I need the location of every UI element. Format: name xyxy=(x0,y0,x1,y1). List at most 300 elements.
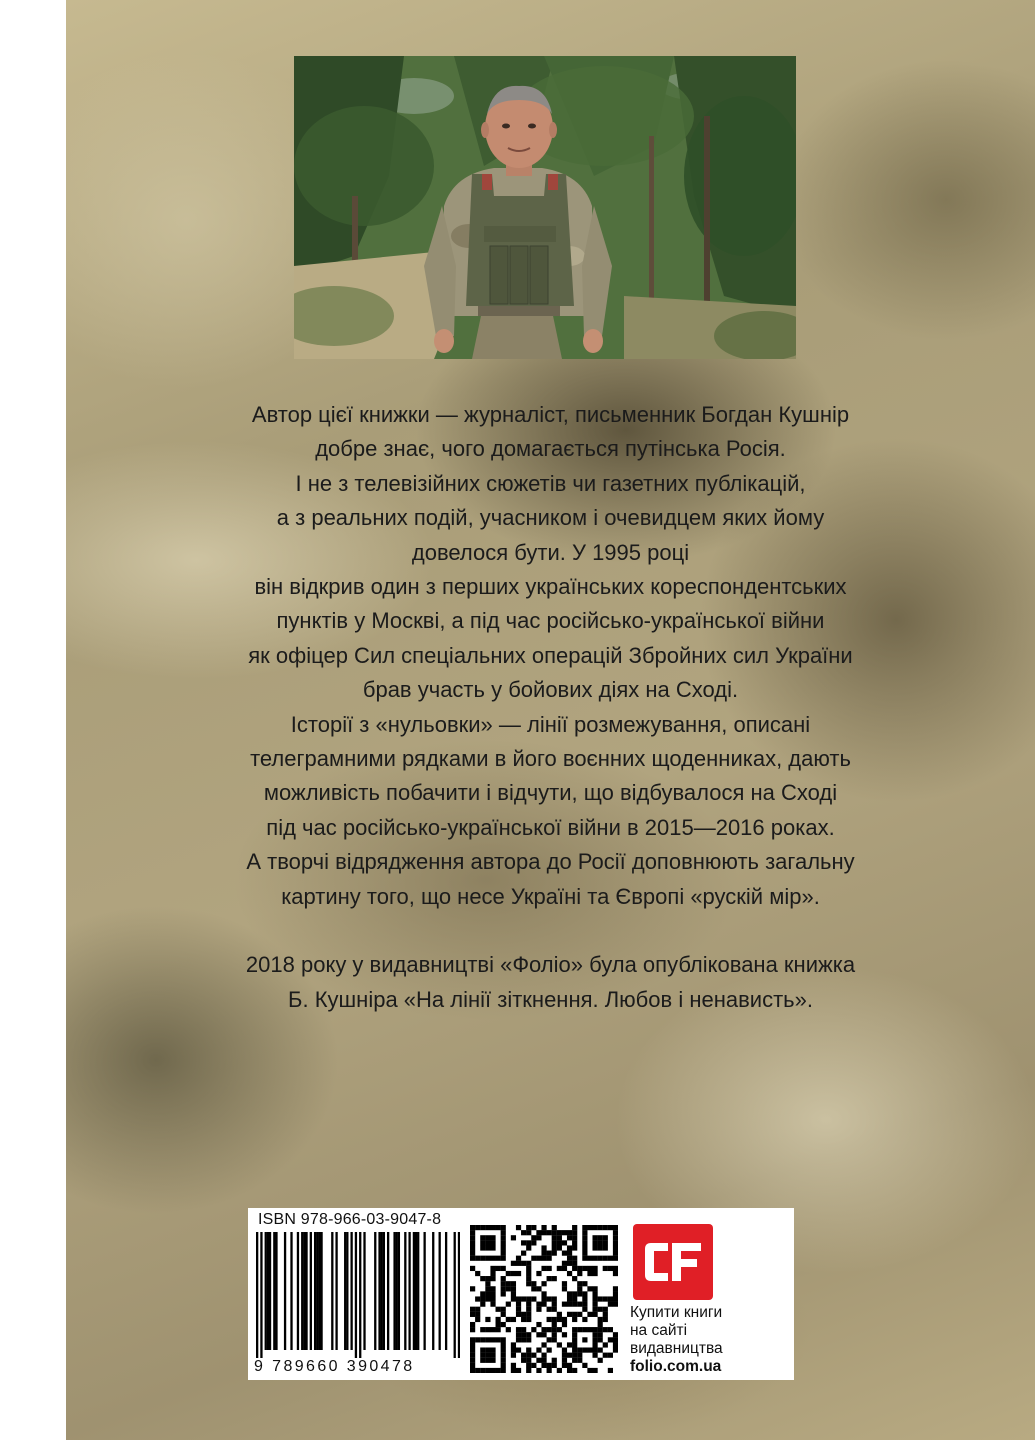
qr-module xyxy=(582,1251,587,1256)
qr-module xyxy=(613,1225,618,1230)
qr-module xyxy=(470,1251,475,1256)
qr-module xyxy=(485,1358,490,1363)
author-photo-image xyxy=(294,56,796,359)
barcode-bar xyxy=(267,1232,269,1350)
qr-module xyxy=(511,1281,516,1286)
qr-module xyxy=(511,1296,516,1301)
qr-module xyxy=(475,1296,480,1301)
qr-module xyxy=(501,1230,506,1235)
qr-module xyxy=(572,1235,577,1240)
isbn-label: ISBN 978-966-03-9047-8 xyxy=(258,1211,442,1228)
qr-module xyxy=(557,1266,562,1271)
barcode-bar xyxy=(387,1232,389,1350)
qr-module xyxy=(490,1256,495,1261)
qr-module xyxy=(490,1225,495,1230)
qr-module xyxy=(526,1225,531,1230)
qr-module xyxy=(613,1230,618,1235)
qr-module xyxy=(567,1368,572,1373)
barcode-bar xyxy=(290,1232,292,1350)
qr-module xyxy=(480,1337,485,1342)
publisher-shop-text xyxy=(630,1304,790,1376)
qr-module xyxy=(592,1235,597,1240)
qr-module xyxy=(521,1312,526,1317)
qr-module xyxy=(608,1296,613,1301)
qr-module xyxy=(526,1363,531,1368)
blurb-line: Автор цієї книжки — журналіст, письменник Богдан Кушнір xyxy=(251,402,850,427)
barcode-bar xyxy=(439,1232,441,1350)
qr-module xyxy=(603,1342,608,1347)
barcode-bar xyxy=(305,1232,307,1350)
qr-module xyxy=(567,1271,572,1276)
qr-module xyxy=(490,1296,495,1301)
qr-module xyxy=(577,1266,582,1271)
blurb-line: він відкрив один з перших українських кореспондентських xyxy=(254,574,847,600)
qr-module xyxy=(603,1240,608,1245)
barcode-bar xyxy=(350,1232,352,1350)
qr-module xyxy=(608,1337,613,1342)
qr-module xyxy=(506,1271,511,1276)
qr-module xyxy=(587,1347,592,1352)
qr-module xyxy=(557,1240,562,1245)
qr-module xyxy=(547,1266,552,1271)
qr-module xyxy=(511,1347,516,1352)
qr-module xyxy=(501,1353,506,1358)
qr-module xyxy=(613,1342,618,1347)
qr-module xyxy=(608,1225,613,1230)
shop-line: Купити книги xyxy=(630,1304,723,1321)
qr-module xyxy=(521,1327,526,1332)
qr-module xyxy=(547,1230,552,1235)
qr-module xyxy=(531,1225,536,1230)
qr-module xyxy=(480,1368,485,1373)
qr-module xyxy=(506,1317,511,1322)
barcode-bar xyxy=(363,1232,365,1350)
qr-module xyxy=(613,1245,618,1250)
qr-module xyxy=(562,1251,567,1256)
publisher-logo xyxy=(633,1224,713,1300)
qr-module xyxy=(577,1347,582,1352)
qr-module xyxy=(552,1358,557,1363)
qr-module xyxy=(501,1307,506,1312)
qr-module xyxy=(592,1302,597,1307)
qr-module xyxy=(557,1327,562,1332)
blurb-line: І не з телевізійних сюжетів чи газетних публікацій, xyxy=(295,470,806,496)
qr-module xyxy=(547,1307,552,1312)
qr-module xyxy=(598,1256,603,1261)
qr-module xyxy=(526,1296,531,1301)
qr-module xyxy=(552,1230,557,1235)
qr-module xyxy=(582,1266,587,1271)
qr-module xyxy=(501,1312,506,1317)
qr-module xyxy=(582,1337,587,1342)
blurb-line: 2018 року у видавництві «Фоліо» була опублікована книжка xyxy=(245,952,856,978)
qr-module xyxy=(501,1291,506,1296)
barcode-bar xyxy=(303,1232,305,1350)
qr-module xyxy=(541,1332,546,1337)
qr-module xyxy=(480,1302,485,1307)
qr-module xyxy=(587,1327,592,1332)
qr-module xyxy=(598,1327,603,1332)
qr-module xyxy=(592,1291,597,1296)
qr-module xyxy=(582,1327,587,1332)
qr-module xyxy=(521,1261,526,1266)
barcode-bar xyxy=(273,1232,275,1350)
qr-module xyxy=(552,1337,557,1342)
qr-module xyxy=(470,1327,475,1332)
qr-module xyxy=(521,1353,526,1358)
qr-module xyxy=(526,1230,531,1235)
qr-module xyxy=(572,1347,577,1352)
qr-module xyxy=(567,1353,572,1358)
qr-module xyxy=(470,1368,475,1373)
qr-module xyxy=(547,1251,552,1256)
qr-module xyxy=(475,1317,480,1322)
qr-module xyxy=(485,1245,490,1250)
qr-module xyxy=(592,1342,597,1347)
qr-module xyxy=(598,1332,603,1337)
ean-barcode xyxy=(256,1232,460,1358)
qr-module xyxy=(536,1307,541,1312)
qr-module xyxy=(582,1225,587,1230)
qr-module xyxy=(567,1256,572,1261)
qr-module xyxy=(516,1368,521,1373)
qr-module xyxy=(582,1240,587,1245)
qr-module xyxy=(552,1240,557,1245)
qr-module xyxy=(470,1266,475,1271)
qr-module xyxy=(577,1327,582,1332)
qr-module xyxy=(501,1342,506,1347)
qr-module xyxy=(598,1317,603,1322)
qr-module xyxy=(582,1291,587,1296)
blurb-line: брав участь у бойових діях на Сході. xyxy=(362,677,739,703)
qr-module xyxy=(501,1240,506,1245)
barcode-bar xyxy=(415,1232,417,1350)
qr-module xyxy=(526,1307,531,1312)
qr-module xyxy=(536,1256,541,1261)
qr-module xyxy=(582,1235,587,1240)
qr-module xyxy=(587,1368,592,1373)
qr-module xyxy=(577,1358,582,1363)
barcode-bar xyxy=(404,1232,406,1350)
qr-module xyxy=(572,1261,577,1266)
barcode-bar xyxy=(275,1232,277,1350)
qr-module xyxy=(603,1245,608,1250)
qr-module xyxy=(552,1327,557,1332)
qr-module xyxy=(567,1261,572,1266)
qr-module xyxy=(501,1251,506,1256)
qr-module xyxy=(501,1322,506,1327)
qr-module xyxy=(603,1296,608,1301)
qr-module xyxy=(567,1296,572,1301)
qr-module xyxy=(582,1307,587,1312)
qr-module xyxy=(480,1240,485,1245)
qr-module xyxy=(501,1286,506,1291)
qr-module xyxy=(557,1230,562,1235)
qr-module xyxy=(547,1363,552,1368)
qr-module xyxy=(480,1296,485,1301)
qr-module xyxy=(613,1337,618,1342)
qr-module xyxy=(511,1363,516,1368)
shop-line: видавництва xyxy=(630,1340,723,1357)
qr-module xyxy=(526,1271,531,1276)
qr-module xyxy=(552,1276,557,1281)
qr-module xyxy=(598,1347,603,1352)
qr-module xyxy=(572,1358,577,1363)
barcode-bar xyxy=(383,1232,385,1350)
qr-module xyxy=(470,1347,475,1352)
qr-module xyxy=(516,1337,521,1342)
qr-module xyxy=(541,1245,546,1250)
publisher-url[interactable]: folio.com.ua xyxy=(630,1358,722,1375)
qr-module xyxy=(511,1261,516,1266)
qr-module xyxy=(480,1347,485,1352)
author-photo xyxy=(294,56,796,359)
qr-module xyxy=(592,1266,597,1271)
qr-module xyxy=(603,1317,608,1322)
qr-module xyxy=(526,1245,531,1250)
qr-module xyxy=(598,1358,603,1363)
qr-module xyxy=(592,1347,597,1352)
blurb-line: картину того, що несе Україні та Європі «рускій мір». xyxy=(281,883,820,909)
qr-module xyxy=(516,1307,521,1312)
qr-module xyxy=(485,1317,490,1322)
qr-module xyxy=(470,1337,475,1342)
qr-module xyxy=(613,1266,618,1271)
qr-module xyxy=(547,1256,552,1261)
qr-module xyxy=(547,1337,552,1342)
qr-module xyxy=(552,1322,557,1327)
qr-module xyxy=(490,1240,495,1245)
qr-module xyxy=(526,1302,531,1307)
qr-module xyxy=(562,1358,567,1363)
qr-module xyxy=(485,1286,490,1291)
qr-module xyxy=(496,1307,501,1312)
qr-module xyxy=(506,1302,511,1307)
qr-module xyxy=(475,1256,480,1261)
qr-module xyxy=(496,1337,501,1342)
back-cover xyxy=(66,0,1035,1440)
qr-module xyxy=(541,1342,546,1347)
qr-module xyxy=(511,1286,516,1291)
qr-module xyxy=(557,1342,562,1347)
qr-code xyxy=(470,1225,618,1373)
qr-module xyxy=(485,1353,490,1358)
qr-module xyxy=(562,1261,567,1266)
qr-module xyxy=(475,1368,480,1373)
blurb-line: довелося бути. У 1995 році xyxy=(411,539,690,565)
qr-module xyxy=(531,1235,536,1240)
qr-module xyxy=(567,1342,572,1347)
qr-module xyxy=(511,1342,516,1347)
qr-module xyxy=(592,1240,597,1245)
qr-module xyxy=(526,1358,531,1363)
qr-module xyxy=(547,1276,552,1281)
qr-module xyxy=(598,1225,603,1230)
barcode-bar xyxy=(320,1232,322,1350)
qr-module xyxy=(485,1235,490,1240)
qr-module xyxy=(592,1286,597,1291)
qr-module xyxy=(501,1276,506,1281)
qr-module xyxy=(587,1225,592,1230)
qr-module xyxy=(572,1225,577,1230)
qr-module xyxy=(501,1363,506,1368)
qr-module xyxy=(496,1225,501,1230)
qr-module xyxy=(572,1266,577,1271)
qr-module xyxy=(541,1358,546,1363)
qr-module xyxy=(608,1302,613,1307)
blurb-line: як офіцер Сил спеціальних операцій Збройних сил України xyxy=(248,642,853,668)
barcode-bar xyxy=(393,1232,395,1350)
qr-module xyxy=(531,1240,536,1245)
qr-module xyxy=(592,1296,597,1301)
qr-module xyxy=(541,1256,546,1261)
qr-module xyxy=(567,1245,572,1250)
qr-module xyxy=(485,1368,490,1373)
qr-module xyxy=(613,1286,618,1291)
qr-module xyxy=(577,1353,582,1358)
qr-module xyxy=(587,1312,592,1317)
qr-module xyxy=(526,1261,531,1266)
qr-module xyxy=(552,1363,557,1368)
qr-module xyxy=(531,1363,536,1368)
qr-module xyxy=(526,1240,531,1245)
blurb-line: під час російсько-української війни в 2015—2016 роках. xyxy=(266,814,835,840)
qr-module xyxy=(541,1353,546,1358)
qr-module xyxy=(562,1363,567,1368)
qr-module xyxy=(547,1347,552,1352)
qr-module xyxy=(562,1332,567,1337)
qr-module xyxy=(562,1230,567,1235)
qr-module xyxy=(567,1312,572,1317)
qr-module xyxy=(480,1327,485,1332)
barcode-bar xyxy=(335,1232,337,1350)
qr-module xyxy=(592,1368,597,1373)
qr-module xyxy=(501,1225,506,1230)
qr-module xyxy=(501,1245,506,1250)
qr-module xyxy=(541,1291,546,1296)
qr-module xyxy=(572,1332,577,1337)
qr-module xyxy=(598,1245,603,1250)
qr-module xyxy=(475,1271,480,1276)
qr-module xyxy=(490,1276,495,1281)
qr-module xyxy=(598,1235,603,1240)
qr-module xyxy=(531,1286,536,1291)
qr-module xyxy=(541,1327,546,1332)
barcode-bar xyxy=(355,1232,357,1358)
barcode-bar xyxy=(458,1232,460,1358)
qr-module xyxy=(577,1302,582,1307)
qr-module xyxy=(470,1240,475,1245)
barcode-bar xyxy=(417,1232,419,1350)
qr-module xyxy=(577,1281,582,1286)
qr-module xyxy=(490,1353,495,1358)
qr-module xyxy=(516,1225,521,1230)
qr-module xyxy=(521,1337,526,1342)
qr-module xyxy=(501,1337,506,1342)
qr-module xyxy=(562,1322,567,1327)
shop-line: на сайті xyxy=(630,1322,688,1339)
qr-module xyxy=(562,1317,567,1322)
qr-module xyxy=(470,1312,475,1317)
qr-module xyxy=(516,1312,521,1317)
blurb-line: добре знає, чого домагається путінська Росія. xyxy=(315,436,786,462)
qr-module xyxy=(490,1302,495,1307)
qr-module xyxy=(531,1353,536,1358)
qr-module xyxy=(496,1368,501,1373)
blurb-paragraph-1 xyxy=(66,398,1035,914)
qr-module xyxy=(536,1235,541,1240)
barcode-bar xyxy=(310,1232,312,1350)
qr-module xyxy=(536,1347,541,1352)
qr-module xyxy=(490,1368,495,1373)
qr-module xyxy=(536,1271,541,1276)
qr-module xyxy=(613,1235,618,1240)
qr-module xyxy=(572,1353,577,1358)
qr-module xyxy=(572,1342,577,1347)
qr-module xyxy=(582,1230,587,1235)
qr-module xyxy=(526,1312,531,1317)
qr-module xyxy=(608,1327,613,1332)
qr-module xyxy=(490,1358,495,1363)
qr-module xyxy=(480,1291,485,1296)
qr-module xyxy=(485,1347,490,1352)
barcode-bar xyxy=(432,1232,434,1350)
qr-module xyxy=(521,1296,526,1301)
barcode-bar xyxy=(284,1232,286,1350)
qr-module xyxy=(521,1251,526,1256)
qr-module xyxy=(572,1327,577,1332)
qr-module xyxy=(480,1235,485,1240)
qr-module xyxy=(608,1266,613,1271)
barcode-bar xyxy=(297,1232,299,1350)
qr-module xyxy=(547,1368,552,1373)
barcode-bar xyxy=(269,1232,271,1350)
qr-module xyxy=(557,1235,562,1240)
qr-module xyxy=(526,1368,531,1373)
qr-module xyxy=(516,1347,521,1352)
qr-module xyxy=(470,1256,475,1261)
qr-module xyxy=(485,1296,490,1301)
qr-module xyxy=(582,1296,587,1301)
qr-module xyxy=(592,1332,597,1337)
qr-module xyxy=(552,1225,557,1230)
qr-module xyxy=(490,1291,495,1296)
qr-module xyxy=(572,1245,577,1250)
qr-module xyxy=(572,1230,577,1235)
qr-module xyxy=(511,1291,516,1296)
qr-module xyxy=(496,1327,501,1332)
qr-module xyxy=(501,1266,506,1271)
qr-module xyxy=(552,1307,557,1312)
qr-module xyxy=(506,1281,511,1286)
barcode-bar xyxy=(454,1232,456,1358)
publisher-logo-icon xyxy=(641,1237,705,1287)
qr-module xyxy=(608,1256,613,1261)
qr-module xyxy=(613,1332,618,1337)
qr-module xyxy=(603,1312,608,1317)
qr-module xyxy=(572,1368,577,1373)
qr-module xyxy=(603,1225,608,1230)
qr-module xyxy=(541,1266,546,1271)
qr-module xyxy=(613,1302,618,1307)
qr-module xyxy=(475,1312,480,1317)
qr-module xyxy=(572,1240,577,1245)
qr-module xyxy=(470,1245,475,1250)
qr-module xyxy=(582,1245,587,1250)
qr-module xyxy=(582,1281,587,1286)
barcode-bar xyxy=(256,1232,258,1358)
qr-module xyxy=(536,1332,541,1337)
